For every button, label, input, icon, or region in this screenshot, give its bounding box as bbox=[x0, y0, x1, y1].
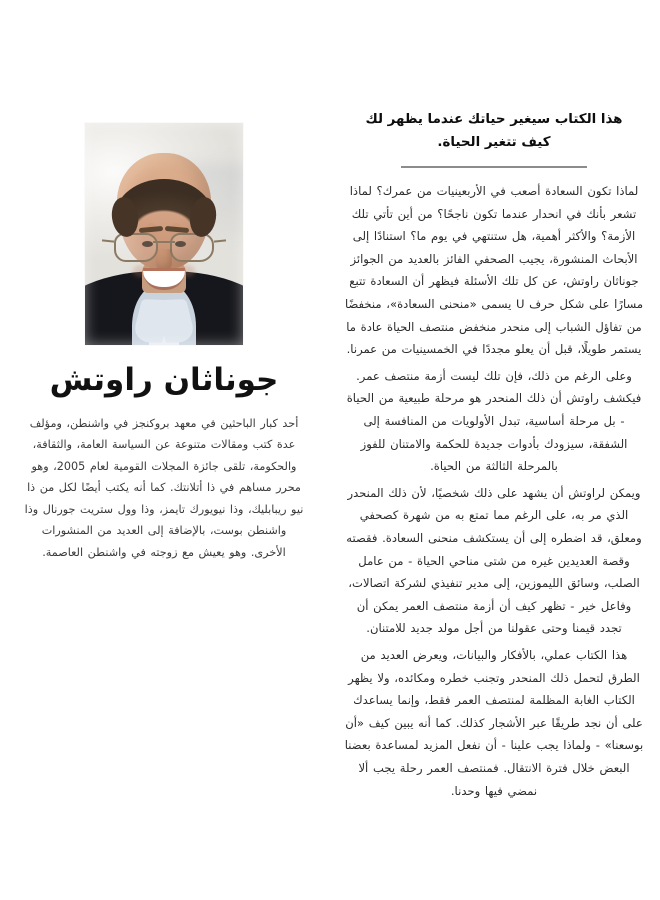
blurb-paragraph: ويمكن لراوتش أن يشهد على ذلك شخصيًا، لأن ذلك المنحدر الذي مر به، على الرغم مما تمتع به من شهرة كصحفي ومعلق، قد اضطره إلى أن يستكشف منحنى السعادة. فقصته وقصة العديدين غيره من شتى مناحي الحياة - من عامل الصلب، وسائق الليموزين، إلى مدير تنفيذي لشركة اتصالات، وفاعل خير - تظهر كيف أن أزمة منتصف العمر يمكن أن تجدد قيمنا وحتى عقولنا من أجل مولد جديد للامتنان. bbox=[346, 485, 642, 636]
blurb-column bbox=[344, 108, 644, 802]
author-column bbox=[14, 110, 314, 563]
lens-right-shape bbox=[170, 233, 214, 262]
author-biography: أحد كبار الباحثين في معهد بروكنجز في واشنطن، ومؤلف عدة كتب ومقالات متنوعة عن السياسة العامة، والثقافة، والحكومة، تلقى جائزة المجلات القومية لعام 2005، وهو محرر مساهم في ذا أتلانتك. كما أنه يكتب أيضًا لكل من ذا نيو ريبابليك، وذا نيويورك تايمز، وذا وول ستريت جورنال وذا واشنطن بوست، بالإضافة إلى العديد من المنشورات الأخرى. وهو يعيش مع زوجته في واشنطن العاصمة. bbox=[24, 416, 304, 559]
head-shape bbox=[117, 153, 211, 269]
lens-left-shape bbox=[114, 233, 158, 262]
horizontal-divider bbox=[401, 166, 587, 168]
blurb-paragraph: لماذا تكون السعادة أصعب في الأربعينيات من عمرك؟ لماذا تشعر بأنك في انحدار عندما تكون ناجحًا؟ من أين تأتي تلك الأزمة؟ والأكثر أهمية، هل ستنتهي في يوم ما؟ استنادًا إلى الأبحاث المنشورة، يجيب الصحفي الفائز بالعديد من الجوائز جوناثان راوتش، عن كل تلك الأسئلة فيظهر أن السعادة تتبع مسارًا على شكل حرف U يسمى «منحنى السعادة»، منخفضًا من تفاؤل الشباب إلى منحدر منخفض منتصف الحياة عادة ما يستمر طويلًا، قبل أن يعلو مجددًا في الخمسينيات من عمرنا. bbox=[344, 184, 644, 357]
blurb-paragraph: هذا الكتاب عملي، بالأفكار والبيانات، ويعرض العديد من الطرق لتحمل ذلك المنحدر وتجنب خطره ومكائده، ولا يظهر الكتاب الغابة المظلمة لمنتصف العمر فقط، وإنما يساعدك على أن نجد طريقًا عبر الأشجار كذلك. كما أنه يبين كيف «أن بوسعنا» - ولماذا يجب علينا - أن نفعل المزيد لمساعدة بعضنا البعض خلال فترة الانتقال. فمنتصف العمر رحلة يجب ألا نمضي فيها وحدنا. bbox=[344, 647, 644, 798]
nose-shape bbox=[156, 249, 172, 271]
blurb-paragraph: وعلى الرغم من ذلك، فإن تلك ليست أزمة منتصف عمر. فيكشف راوتش أن ذلك المنحدر هو مرحلة طبيعية من الحياة - بل مرحلة أساسية، تبدل الأولويات من المنافسة إلى الشفقة، سيزودك بأدوات جديدة للحكمة والامتنان للفوز بالمرحلة الثالثة من الحياة. bbox=[346, 368, 642, 474]
blurb-body-copy bbox=[344, 180, 644, 802]
author-portrait-photo bbox=[85, 123, 243, 345]
glasses-bridge-shape bbox=[153, 241, 175, 243]
author-name: جوناثان راوتش bbox=[49, 362, 279, 398]
hair-shape bbox=[115, 179, 213, 233]
headline-tagline: هذا الكتاب سيغير حياتك عندما يظهر لك كيف تتغير الحياة. bbox=[365, 112, 623, 151]
